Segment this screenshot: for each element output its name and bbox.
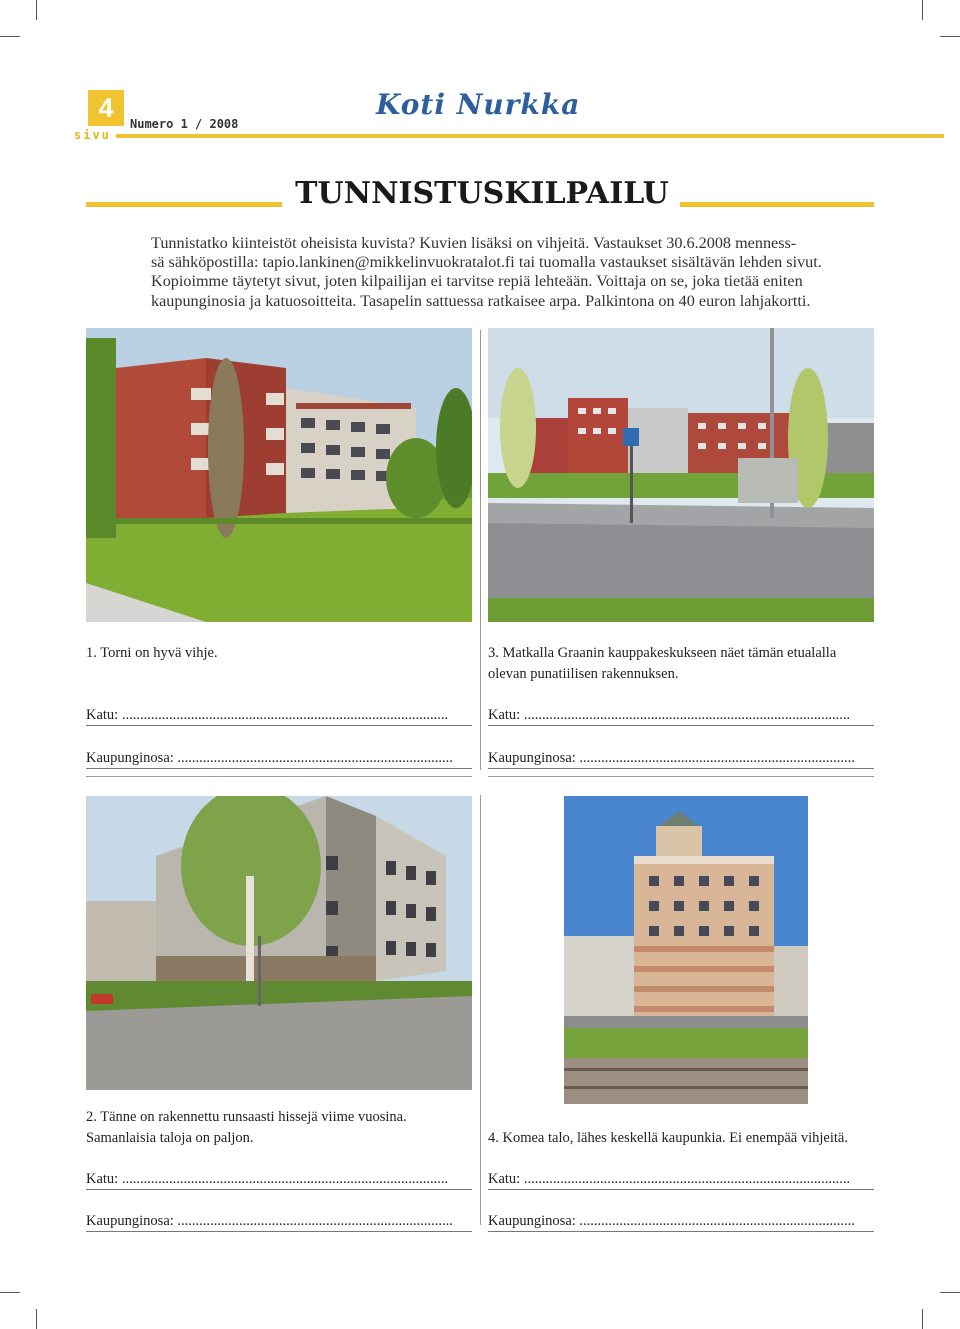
- answer-line: [86, 725, 472, 726]
- street-scene-photo: [488, 328, 874, 622]
- street-field-2: Katu: ..........................................................................................: [86, 1171, 449, 1187]
- crop-mark: [0, 36, 20, 37]
- answer-line: [488, 768, 874, 769]
- caption-3-line: olevan punatiilisen rakennuksen.: [488, 666, 679, 682]
- answer-line: [488, 1189, 874, 1190]
- answer-line: [488, 1231, 874, 1232]
- caption-3: [488, 643, 836, 685]
- issue-label: Numero 1 / 2008: [130, 117, 239, 131]
- district-field-2: Kaupunginosa: ............................................................................: [86, 1213, 453, 1229]
- answer-line: [86, 1231, 472, 1232]
- apartment-building-photo: [86, 796, 472, 1090]
- section-rule: [86, 776, 472, 777]
- caption-2-line: Samanlaisia taloja on paljon.: [86, 1130, 254, 1146]
- caption-3-line: 3. Matkalla Graanin kauppakeskukseen näet tämän etualalla: [488, 645, 837, 661]
- district-field-3: Kaupunginosa: ............................................................................: [488, 750, 855, 766]
- crop-mark: [36, 1309, 37, 1329]
- crop-mark: [922, 1309, 923, 1329]
- crop-mark: [940, 1292, 960, 1293]
- street-field-4: Katu: ..........................................................................................: [488, 1171, 851, 1187]
- tower-building-photo: [564, 796, 808, 1104]
- street-field-3: Katu: ..........................................................................................: [488, 707, 851, 723]
- intro-line: Kopioimme täytetyt sivut, joten kilpailijan ei tarvitse repiä lehteään. Voittaja on se, joka tietää eniten: [151, 272, 803, 291]
- intro-text: [151, 234, 871, 311]
- intro-line: kaupunginosia ja katuosoitteita. Tasapelin sattuessa ratkaisee arpa. Palkintona on 40 euron lahjakortti.: [151, 291, 811, 310]
- caption-2-line: 2. Tänne on rakennettu runsaasti hissejä viime vuosina.: [86, 1109, 407, 1125]
- apartment-building-photo: [86, 328, 472, 622]
- street-field-1: Katu: ..........................................................................................: [86, 707, 449, 723]
- answer-line: [86, 768, 472, 769]
- intro-line: Tunnistatko kiinteistöt oheisista kuvista? Kuvien lisäksi on vihjeitä. Vastaukset 30.6.2008 menness-: [151, 234, 797, 252]
- magazine-logo: Koti Nurkka: [376, 88, 581, 121]
- crop-mark: [36, 0, 37, 20]
- district-field-4: Kaupunginosa: ............................................................................: [488, 1213, 855, 1229]
- intro-line: sä sähköpostilla: tapio.lankinen@mikkelinvuokratalot.fi tai tuomalla vastaukset sisältävän lehden sivut.: [151, 253, 822, 272]
- title-bar-right: [680, 202, 874, 207]
- answer-line: [86, 1189, 472, 1190]
- page-title: TUNNISTUSKILPAILU: [295, 176, 669, 211]
- caption-1: 1. Torni on hyvä vihje.: [86, 645, 218, 661]
- crop-mark: [0, 1292, 20, 1293]
- page-word: sivu: [74, 128, 111, 142]
- title-bar-left: [86, 202, 282, 207]
- crop-mark: [922, 0, 923, 20]
- answer-line: [488, 725, 874, 726]
- caption-4: 4. Komea talo, lähes keskellä kaupunkia. Ei enempää vihjeitä.: [488, 1130, 848, 1146]
- column-divider: [480, 795, 481, 1225]
- district-field-1: Kaupunginosa: ............................................................................: [86, 750, 453, 766]
- caption-2: [86, 1107, 407, 1149]
- section-rule: [488, 776, 874, 777]
- page-number: 4: [88, 90, 124, 126]
- header-rule: [116, 134, 944, 138]
- crop-mark: [940, 36, 960, 37]
- column-divider: [480, 330, 481, 770]
